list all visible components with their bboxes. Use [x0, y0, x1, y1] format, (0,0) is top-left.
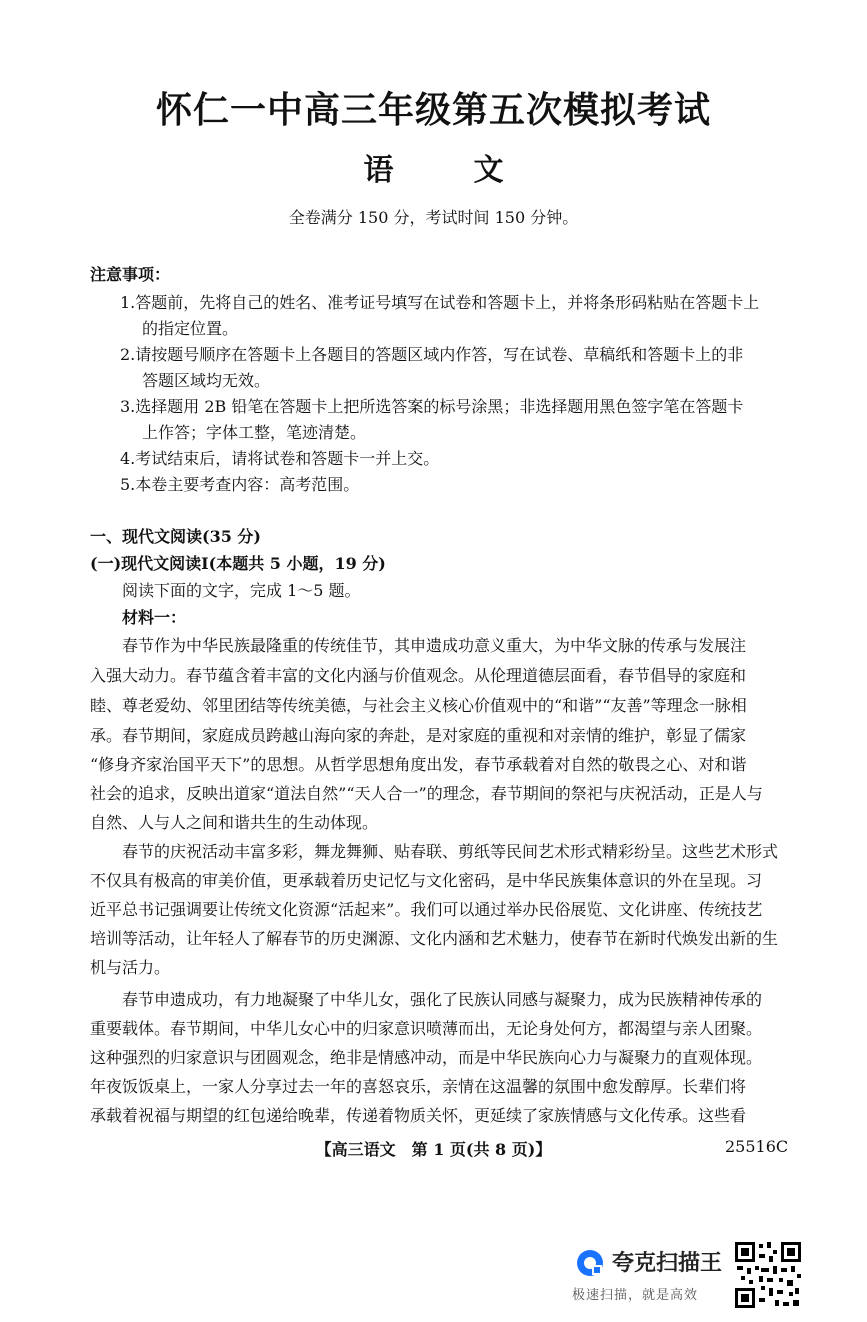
passage-line: 承。春节期间，家庭成员跨越山海向家的奔赴，是对家庭的重视和对亲情的维护，彰显了儒家: [90, 726, 747, 745]
scanner-brand: 夸克扫描王: [612, 1251, 723, 1276]
subject-title: [0, 145, 867, 189]
passage-line: 重要载体。春节期间，中华儿女心中的归家意识喷薄而出，无论身处何方，都渴望与亲人团聚。: [90, 1019, 763, 1038]
passage-line: 培训等活动，让年轻人了解春节的历史渊源、文化内涵和艺术魅力，使春节在新时代焕发出新的生: [90, 929, 779, 948]
passage-line: 睦、尊老爱幼、邻里团结等传统美德，与社会主义核心价值观中的“和谐”“友善”等理念一脉相: [90, 696, 747, 715]
passage-line: 春节申遗成功，有力地凝聚了中华儿女，强化了民族认同感与凝聚力，成为民族精神传承的: [122, 990, 763, 1009]
passage-line: 机与活力。: [90, 958, 171, 977]
passage-line: 承载着祝福与期望的红包递给晚辈，传递着物质关怀，更延续了家族情感与文化传承。这些看: [90, 1106, 747, 1125]
scanner-slogan: 极速扫描，就是高效: [572, 1288, 699, 1303]
note-line: 上作答；字体工整，笔迹清楚。: [142, 423, 367, 442]
qr-code-icon: [733, 1240, 803, 1310]
note-line: 1.答题前，先将自己的姓名、准考证号填写在试卷和答题卡上，并将条形码粘贴在答题卡上: [120, 293, 760, 312]
note-line: 的指定位置。: [142, 319, 239, 338]
exam-title: 怀仁一中高三年级第五次模拟考试: [155, 89, 711, 131]
material-label: 材料一：: [122, 608, 187, 627]
subject-char-2: 文: [473, 153, 504, 188]
section-heading: 一、现代文阅读(35 分): [90, 527, 261, 546]
note-line: 3.选择题用 2B 铅笔在答题卡上把所选答案的标号涂黑；非选择题用黑色签字笔在答题卡: [120, 397, 744, 416]
passage-line: 这种强烈的归家意识与团圆观念，绝非是情感冲动，而是中华民族向心力与凝聚力的直观体现。: [90, 1048, 763, 1067]
page-footer: 【高三语文 第 1 页(共 8 页)】: [315, 1140, 552, 1159]
quark-logo-icon: [575, 1248, 605, 1278]
passage-line: “修身齐家治国平天下”的思想。从哲学思想角度出发，春节承载着对自然的敬畏之心、对和谐: [90, 755, 747, 774]
passage-line: 自然、人与人之间和谐共生的生动体现。: [90, 813, 379, 832]
passage-line: 社会的追求，反映出道家“道法自然”“天人合一”的理念，春节期间的祭祀与庆祝活动，正是人与: [90, 784, 763, 803]
reading-instruction: 阅读下面的文字，完成 1～5 题。: [122, 581, 361, 600]
note-line: 答题区域均无效。: [142, 371, 271, 390]
passage-line: 不仅具有极高的审美价值，更承载着历史记忆与文化密码，是中华民族集体意识的外在呈现。习: [90, 871, 763, 890]
note-line: 4.考试结束后，请将试卷和答题卡一并上交。: [120, 449, 440, 468]
passage-line: 年夜饭饭桌上，一家人分享过去一年的喜怒哀乐，亲情在这温馨的氛围中愈发醇厚。长辈们将: [90, 1077, 747, 1096]
section-subheading: (一)现代文阅读Ⅰ(本题共 5 小题，19 分): [90, 554, 386, 573]
exam-code: 25516C: [725, 1137, 789, 1156]
passage-line: 入强大动力。春节蕴含着丰富的文化内涵与价值观念。从伦理道德层面看，春节倡导的家庭和: [90, 666, 747, 685]
subject-char-1: 语: [363, 153, 394, 188]
note-line: 2.请按题号顺序在答题卡上各题目的答题区域内作答，写在试卷、草稿纸和答题卡上的非: [120, 345, 744, 364]
notes-heading: 注意事项：: [90, 265, 171, 284]
passage-line: 春节作为中华民族最隆重的传统佳节，其申遗成功意义重大，为中华文脉的传承与发展注: [122, 636, 747, 655]
passage-line: 近平总书记强调要让传统文化资源“活起来”。我们可以通过举办民俗展览、文化讲座、传统技艺: [90, 900, 763, 919]
full-score-note: 全卷满分 150 分，考试时间 150 分钟。: [288, 208, 579, 227]
note-line: 5.本卷主要考查内容：高考范围。: [120, 475, 360, 494]
passage-line: 春节的庆祝活动丰富多彩，舞龙舞狮、贴春联、剪纸等民间艺术形式精彩纷呈。这些艺术形式: [122, 842, 779, 861]
